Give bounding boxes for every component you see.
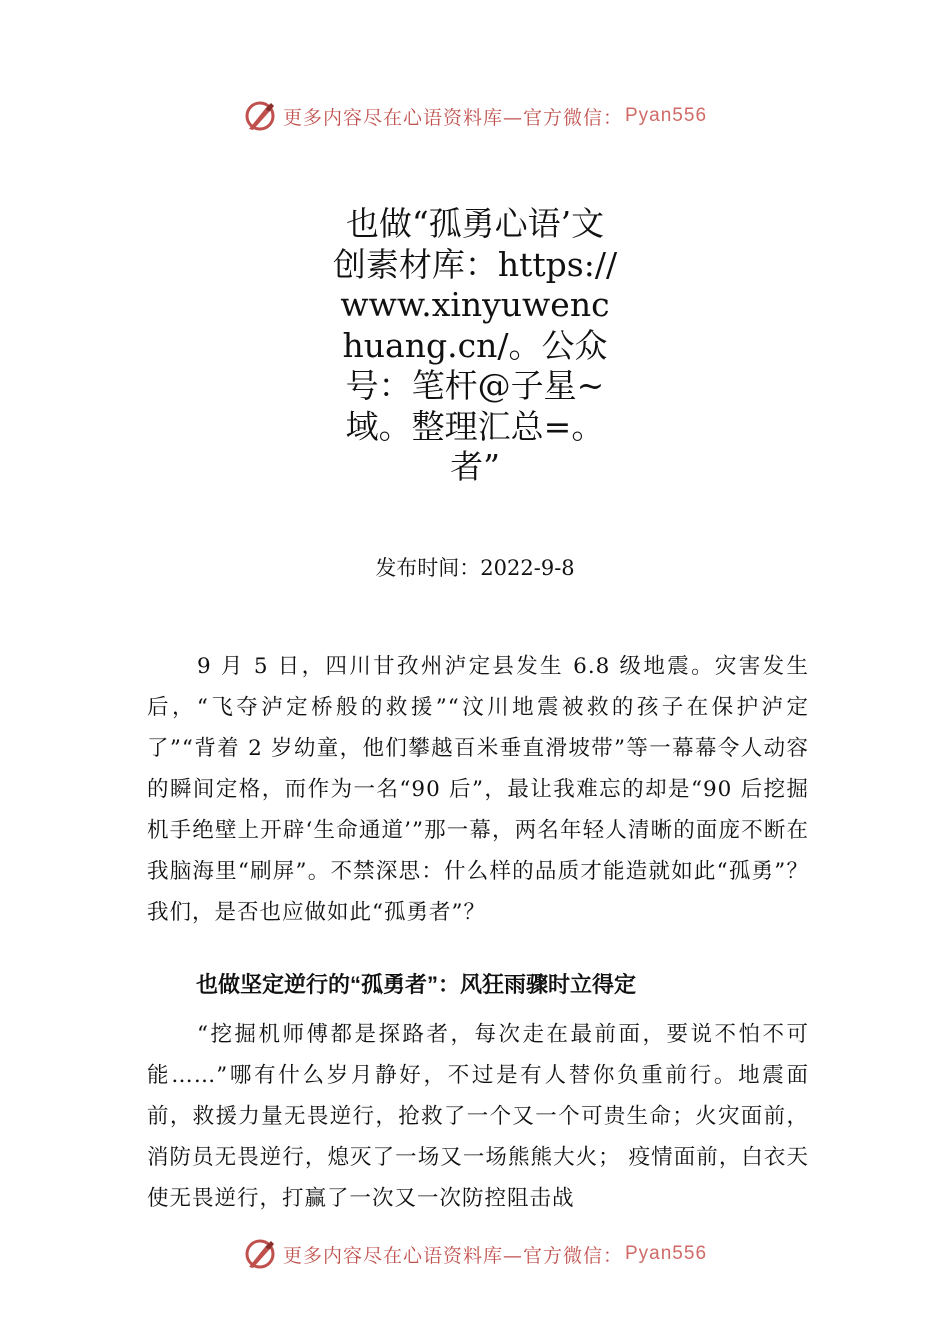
header-wechat-id: Pyan556: [625, 105, 708, 126]
paragraph-2: “挖掘机师傅都是探路者，每次走在最前面，要说不怕不可能……”哪有什么岁月静好，不过是有人替你负重前行。地震面前，救援力量无畏逆行，抢救了一个又一个可贵生命；火灾面前，消防员无畏逆行，熄灭了一场又一场熊熊大火； 疫情面前，白衣天使无畏逆行，打赢了一次又一次防控阻击战: [147, 1022, 809, 1211]
pen-logo-icon: [243, 99, 277, 133]
pen-logo-icon: [243, 1237, 277, 1271]
article-title: 也做“孤勇心语’文创素材库：https://www.xinyuwenchuang.cn/。公众号：笔杆@子星~域。整理汇总=。者”: [332, 204, 618, 486]
footer-banner: [0, 1234, 950, 1274]
section-heading: 也做坚定逆行的“孤勇者”：风狂雨骤时立得定: [196, 972, 637, 997]
footer-banner-text: 更多内容尽在心语资料库—官方微信：: [282, 1244, 623, 1267]
publish-date: 发布时间：2022-9-8: [375, 556, 575, 580]
header-banner: [0, 96, 950, 136]
paragraph-1: 9 月 5 日，四川甘孜州泸定县发生 6.8 级地震。灾害发生后，“飞夺泸定桥般的救援”“汶川地震被救的孩子在保护泸定了”“背着 2 岁幼童，他们攀越百米垂直滑坡带”等一幕幕令人动容的瞬间定格，而作为一名“90 后”，最让我难忘的却是“90 后挖掘机手绝壁上开辟‘生命通道’”那一幕，两名年轻人清晰的面庞不断在我脑海里“刷屏”。不禁深思：什么样的品质才能造就如此“孤勇”？我们，是否也应做如此“孤勇者”？: [147, 654, 809, 925]
footer-wechat-id: Pyan556: [625, 1243, 708, 1264]
header-banner-text: 更多内容尽在心语资料库—官方微信：: [282, 106, 623, 129]
